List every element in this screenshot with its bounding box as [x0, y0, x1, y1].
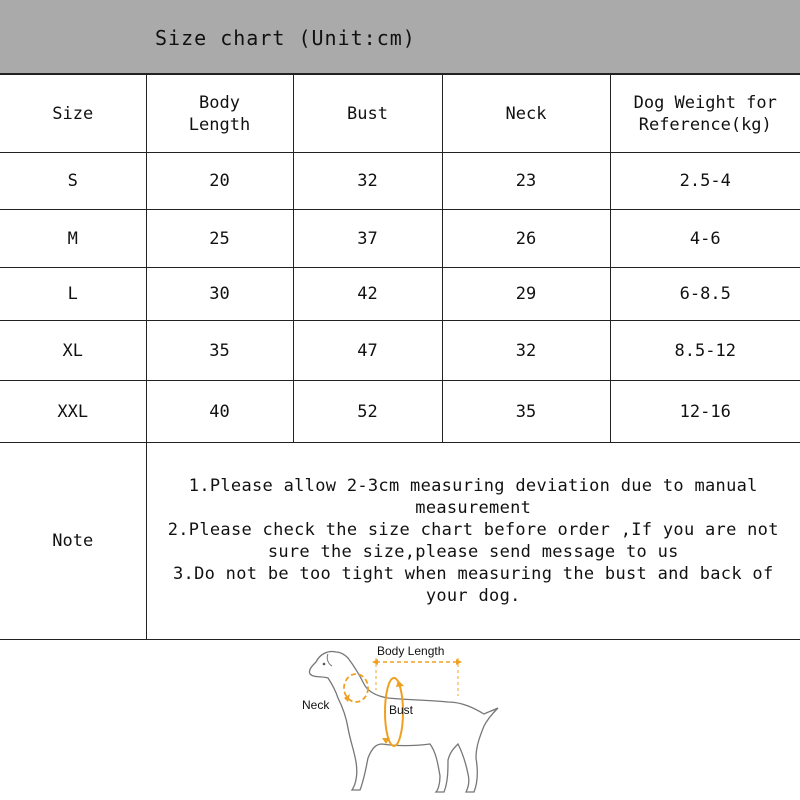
table-row — [0, 210, 800, 268]
bust-label: Bust — [389, 703, 414, 717]
dog-outline — [309, 651, 498, 792]
dog-eye — [323, 663, 326, 666]
note-row — [0, 443, 800, 640]
body-length-cell: 30 — [146, 268, 293, 321]
note-line: 1.Please allow 2-3cm measuring deviation due to manual measurement — [188, 476, 758, 518]
weight-cell: 6-8.5 — [610, 268, 800, 321]
neck-cell: 23 — [442, 153, 610, 210]
neck-cell: 35 — [442, 381, 610, 443]
size-cell: XXL — [0, 381, 146, 443]
size-cell: S — [0, 153, 146, 210]
column-header-neck: Neck — [442, 75, 610, 153]
weight-cell: 4-6 — [610, 210, 800, 268]
table-row — [0, 268, 800, 321]
header-bar — [0, 0, 800, 75]
size-cell: L — [0, 268, 146, 321]
arrow-right-icon — [456, 659, 462, 665]
neck-cell: 32 — [442, 321, 610, 381]
page-title: Size chart (Unit:cm) — [155, 26, 416, 50]
note-label: Note — [0, 443, 146, 640]
body-length-cell: 20 — [146, 153, 293, 210]
note-line: 3.Do not be too tight when measuring the bust and back of your dog. — [173, 564, 774, 606]
body-length-cell: 40 — [146, 381, 293, 443]
body-length-label: Body Length — [377, 644, 445, 658]
dog-illustration — [298, 640, 503, 800]
neck-cell: 29 — [442, 268, 610, 321]
table-row — [0, 321, 800, 381]
table-row — [0, 153, 800, 210]
dog-ear — [327, 654, 332, 666]
body-length-cell: 25 — [146, 210, 293, 268]
note-text — [146, 443, 800, 640]
column-header-size: Size — [0, 75, 146, 153]
weight-cell: 2.5-4 — [610, 153, 800, 210]
body-length-cell: 35 — [146, 321, 293, 381]
note-line: 2.Please check the size chart before order ,If you are not sure the size,please send message to us — [167, 520, 779, 562]
bust-cell: 32 — [293, 153, 442, 210]
arrow-left-icon — [372, 659, 378, 665]
column-header-body-length: Body Length — [146, 75, 293, 153]
column-header-bust: Bust — [293, 75, 442, 153]
weight-cell: 12-16 — [610, 381, 800, 443]
column-header-dog-weight: Dog Weight for Reference(kg) — [610, 75, 800, 153]
table-header-row — [0, 75, 800, 153]
bust-cell: 52 — [293, 381, 442, 443]
neck-label: Neck — [302, 698, 330, 712]
size-table — [0, 74, 800, 640]
table-row — [0, 381, 800, 443]
weight-cell: 8.5-12 — [610, 321, 800, 381]
bust-cell: 47 — [293, 321, 442, 381]
size-cell: M — [0, 210, 146, 268]
dog-measurement-diagram — [298, 640, 503, 800]
bust-cell: 42 — [293, 268, 442, 321]
size-cell: XL — [0, 321, 146, 381]
bust-cell: 37 — [293, 210, 442, 268]
neck-cell: 26 — [442, 210, 610, 268]
